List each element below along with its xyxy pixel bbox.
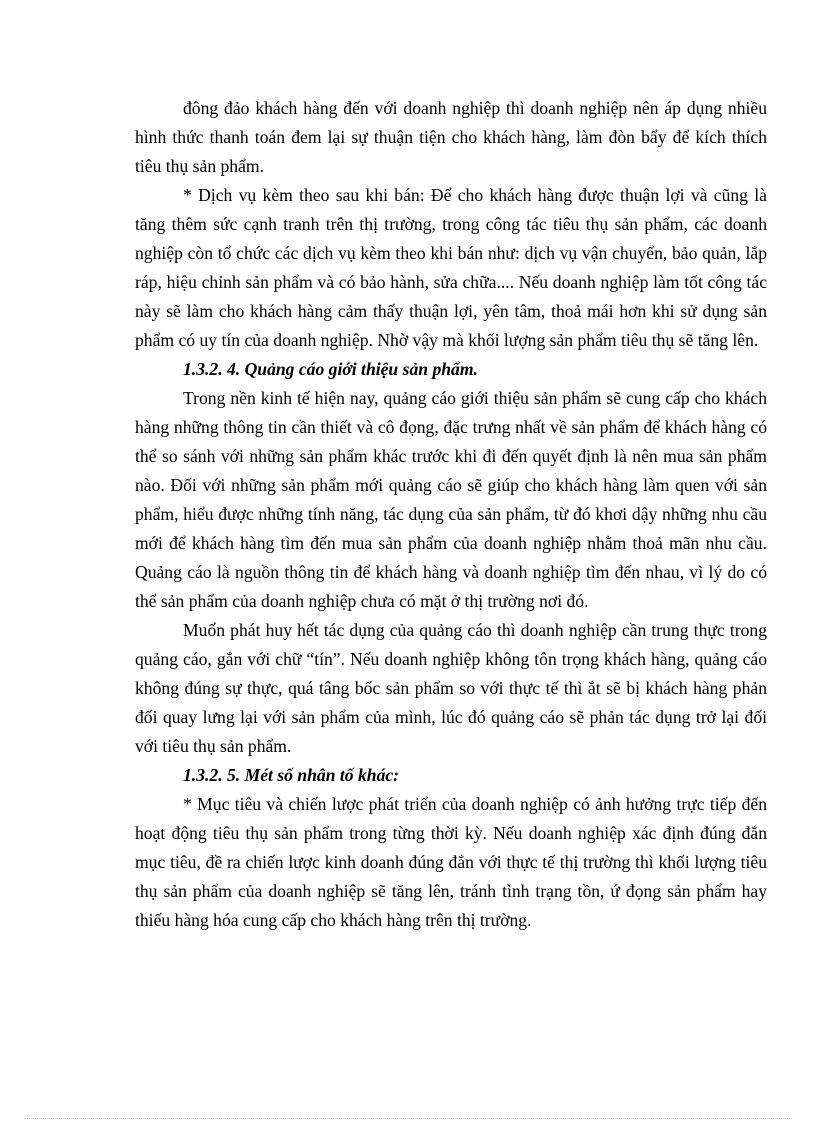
page-bottom-dotted-rule — [24, 1118, 792, 1119]
paragraph-after-sales-service: * Dịch vụ kèm theo sau khi bán: Để cho khách hàng được thuận lợi và cũng là tăng thêm sức cạnh tranh trên thị trường, trong công tác tiêu thụ sản phẩm, các doanh nghiệp còn tổ chức các dịch vụ kèm theo khi bán như: dịch vụ vận chuyển, bảo quản, lắp ráp, hiệu chỉnh sản phẩm và có bảo hành, sửa chữa.... Nếu doanh nghiệp làm tốt công tác này sẽ làm cho khách hàng cảm thấy thuận lợi, yên tâm, thoả mái hơn khi sử dụng sản phẩm có uy tín của doanh nghiệp. Nhờ vậy mà khối lượng sản phẩm tiêu thụ sẽ tăng lên. — [135, 185, 767, 350]
paragraph-payment-methods: đông đảo khách hàng đến với doanh nghiệp thì doanh nghiệp nên áp dụng nhiều hình thức thanh toán đem lại sự thuận tiện cho khách hàng, làm đòn bẩy để kích thích tiêu thụ sản phẩm. — [135, 98, 767, 176]
paragraph-goals-strategy: * Mục tiêu và chiến lược phát triển của doanh nghiệp có ảnh hưởng trực tiếp đến hoạt động tiêu thụ sản phẩm trong từng thời kỳ. Nếu doanh nghiệp xác định đúng đắn mục tiêu, đề ra chiến lược kinh doanh đúng đắn với thực tế thị trường thì khối lượng tiêu thụ sản phẩm của doanh nghiệp sẽ tăng lên, tránh tình trạng tồn, ứ đọng sản phẩm hay thiếu hàng hóa cung cấp cho khách hàng trên thị trường. — [135, 794, 767, 930]
document-body — [135, 94, 767, 935]
section-heading-other-factors: 1.3.2. 5. Mét số nhân tố khác: — [183, 765, 400, 785]
paragraph-advertising-info: Trong nền kinh tế hiện nay, quảng cáo giới thiệu sản phẩm sẽ cung cấp cho khách hàng những thông tin cần thiết và cô đọng, đặc trưng nhất về sản phẩm để khách hàng có thể so sánh với những sản phẩm khác trước khi đi đến quyết định là nên mua sản phẩm nào. Đối với những sản phẩm mới quảng cáo sẽ giúp cho khách hàng làm quen với sản phẩm, hiểu được những tính năng, tác dụng của sản phẩm, từ đó khơi dậy những nhu cầu mới để khách hàng tìm đến mua sản phẩm của doanh nghiệp nhằm thoả mãn nhu cầu. Quảng cáo là nguồn thông tin để khách hàng và doanh nghiệp tìm đến nhau, vì lý do có thể sản phẩm của doanh nghiệp chưa có mặt ở thị trường nơi đó. — [135, 388, 767, 611]
section-heading-advertising: 1.3.2. 4. Quảng cáo giới thiệu sản phẩm. — [183, 359, 478, 379]
paragraph-advertising-honesty: Muốn phát huy hết tác dụng của quảng cáo thì doanh nghiệp cần trung thực trong quảng cáo, gắn với chữ “tín”. Nếu doanh nghiệp không tôn trọng khách hàng, quảng cáo không đúng sự thực, quá tâng bốc sản phẩm so với thực tế thì ắt sẽ bị khách hàng phản đối quay lưng lại với sản phẩm của mình, lúc đó quảng cáo sẽ phản tác dụng trở lại đối với tiêu thụ sản phẩm. — [135, 620, 767, 756]
